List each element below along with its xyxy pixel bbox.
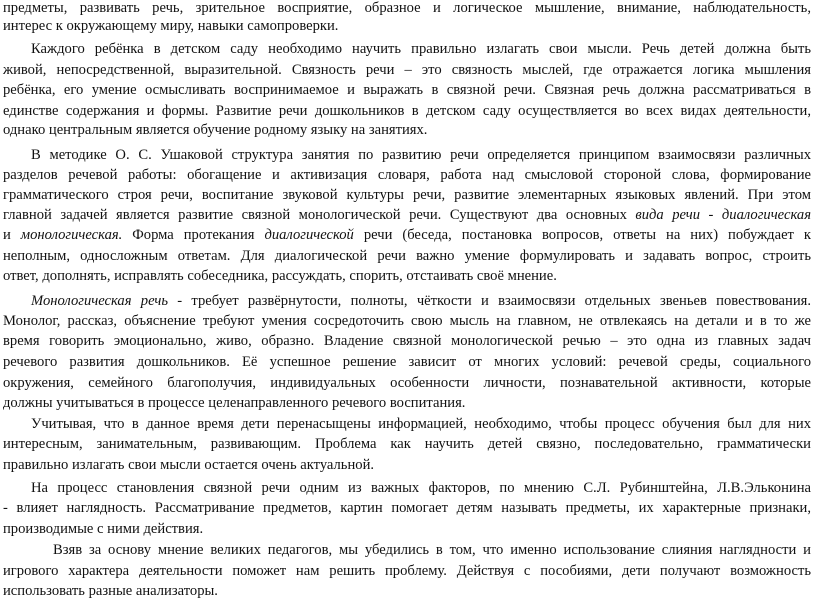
text-line: Каждого ребёнка в детском саду необходимо научить правильно излагать свои мысли. Речь детей должна быть [31,41,811,57]
text-line: На процесс становления связной речи одним из важных факторов, по мнению С.Л. Рубинштейна, Л.В.Эльконина [31,480,811,496]
text-line: Взяв за основу мнение великих педагогов, мы убедились в том, что именно использование слияния наглядности и [53,542,811,558]
text-line: Монологическая речь - требует развёрнутости, полноты, чёткости и взаимосвязи отдельных звеньев повествования. [31,293,812,309]
text-line: единстве содержания и формы. Развитие речи дошкольников в детском саду осуществляется во всех видах деятельности, [3,103,811,119]
text-line: использовать разные анализаторы. [3,583,218,599]
text-line: - влияет наглядность. Рассматривание предметов, картин помогает детям называть предметы, их характерные признаки, [3,500,811,516]
text-line: и монологическая. Форма протекания диалогической речи (беседа, постановка вопросов, ответы на них) побуждает к [3,227,811,243]
text-line: грамматического строя речи, воспитание звуковой культуры речи, развитие элементарных языковых явлений. При этом [3,187,811,203]
text-line: главной задачей является развитие связной монологической речи. Существуют два основных вида речи - диалогическая [3,207,811,223]
text-line: игрового характера деятельности поможет нам решить проблему. Действуя с пособиями, дети получают возможность [3,563,811,579]
text-line: окружения, семейного благополучия, индивидуальных особенности личности, познавательной активности, которые [3,375,811,391]
text-line: речевого развития дошкольников. Её успешное решение зависит от многих условий: речевой среды, социального [3,354,811,370]
italic-term: Монологическая речь - [31,293,183,309]
text-line: правильно излагать свои мысли остается очень актуальной. [3,457,375,473]
text-line: производимые с ними действия. [3,521,204,537]
text-line: интересным, занимательным, развивающим. Проблема как научить детей связно, последовательно, грамматически [3,436,811,452]
text-line: интерес к окружающему миру, навыки самопроверки. [3,18,339,34]
text-line: В методике О. С. Ушаковой структура занятия по развитию речи определяется принципом взаимосвязи различных [31,147,811,163]
text-line: однако центральным является обучение родному языку на занятиях. [3,122,428,138]
italic-term: монологическая. [20,227,123,243]
text-line: ребёнка, его умение осмысливать воспринимаемое и выражать в связной речи. Связная речь должна рассматриваться в [3,82,811,98]
italic-term: вида речи - диалогическая [635,207,811,223]
text-line: ответ, дополнять, исправлять собеседника, рассуждать, спорить, отстаивать своё мнение. [3,268,557,284]
text-line: Учитывая, что в данное время дети перенасыщены информацией, необходимо, чтобы процесс обучения был для них [31,416,811,432]
text-line: живой, непосредственной, выразительной. Связность речи – это связность мыслей, где отражается логика мышления [3,62,811,78]
text-line: неполным, односложным ответам. Для диалогической речи важно умение формулировать и задавать вопрос, строить [3,248,811,264]
text-line: должны учитываться в процессе целенаправленного речевого воспитания. [3,395,466,411]
text-line: предметы, развивать речь, зрительное восприятие, образное и логическое мышление, внимание, наблюдательность, [3,0,811,16]
text-line: время говорить эмоционально, живо, образно. Владение связной монологической речью – это одна из главных задач [3,333,811,349]
text-line: Монолог, рассказ, объяснение требуют умения сосредоточить свою мысль на главном, не отвлекаясь на детали и в то же [3,313,811,329]
italic-term: диалогической [264,227,354,243]
text-line: разделов речевой работы: обогащение и активизация словаря, работа над смысловой стороной слова, формирование [3,167,811,183]
